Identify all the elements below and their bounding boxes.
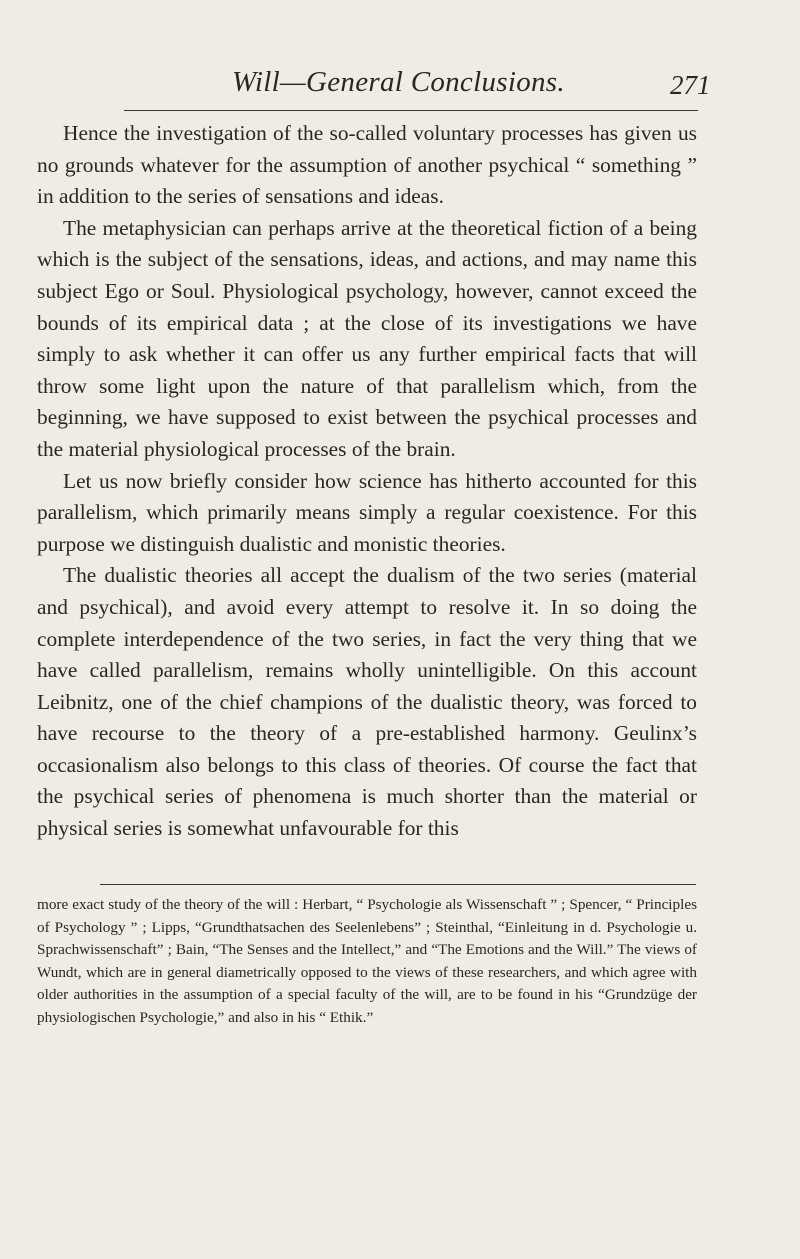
- footnote-text: more exact study of the theory of the will : Herbart, “ Psychologie als Wissenschaft ” ; Spencer, “ Principles of Psychology ” ; Lipps, “Grundthatsachen des Seelenlebens” ; Steinthal, “Einleitung in d. Psychologie u. Sprachwissenschaft” ; Bain, “The Senses and the Intellect,” and “The Emotions and the Will.” The views of Wundt, which are in general diametrically opposed to the views of these researchers, and which agree with older authorities in the assumption of a special faculty of the will, are to be found in his “Grundzüge der physiologischen Psychologie,” and also in his “ Ethik.”: [37, 896, 697, 1026]
- footnote-rule: [100, 884, 696, 885]
- header-rule: [124, 110, 698, 111]
- paragraph: Let us now briefly consider how science has hitherto accounted for this parallelism, which primarily means simply a regular coexistence. For this purpose we distinguish dualistic and monistic theories.: [37, 468, 697, 556]
- paragraph: The dualistic theories all accept the dualism of the two series (material and psychical), and avoid every attempt to resolve it. In so doing the complete interdependence of the two series, in fact the very thing that we have called parallelism, remains wholly unintelligible. On this account Leibnitz, one of the chief champions of the dualistic theory, was forced to have recourse to the theory of a pre-established harmony. Geulinx’s occasionalism also belongs to this class of theories. Of course the fact that the psychical series of phenomena is much shorter than the material or physical series is somewhat unfavourable for this: [37, 563, 697, 841]
- main-text: [37, 118, 697, 845]
- running-head: Will—General Conclusions.: [232, 66, 565, 98]
- page-header: [0, 62, 800, 102]
- footnote: [37, 894, 697, 1030]
- page-number: 271: [670, 70, 711, 100]
- paragraph: Hence the investigation of the so-called voluntary processes has given us no grounds whatever for the assumption of another psychical “ something ” in addition to the series of sensations and ideas.: [37, 121, 697, 209]
- paragraph: The metaphysician can perhaps arrive at the theoretical fiction of a being which is the subject of the sensations, ideas, and actions, and may name this subject Ego or Soul. Physiological psychology, however, cannot exceed the bounds of its empirical data ; at the close of its investigations we have simply to ask whether it can offer us any further empirical facts that will throw some light upon the nature of that parallelism which, from the beginning, we have supposed to exist between the psychical processes and the material physiological processes of the brain.: [37, 215, 697, 461]
